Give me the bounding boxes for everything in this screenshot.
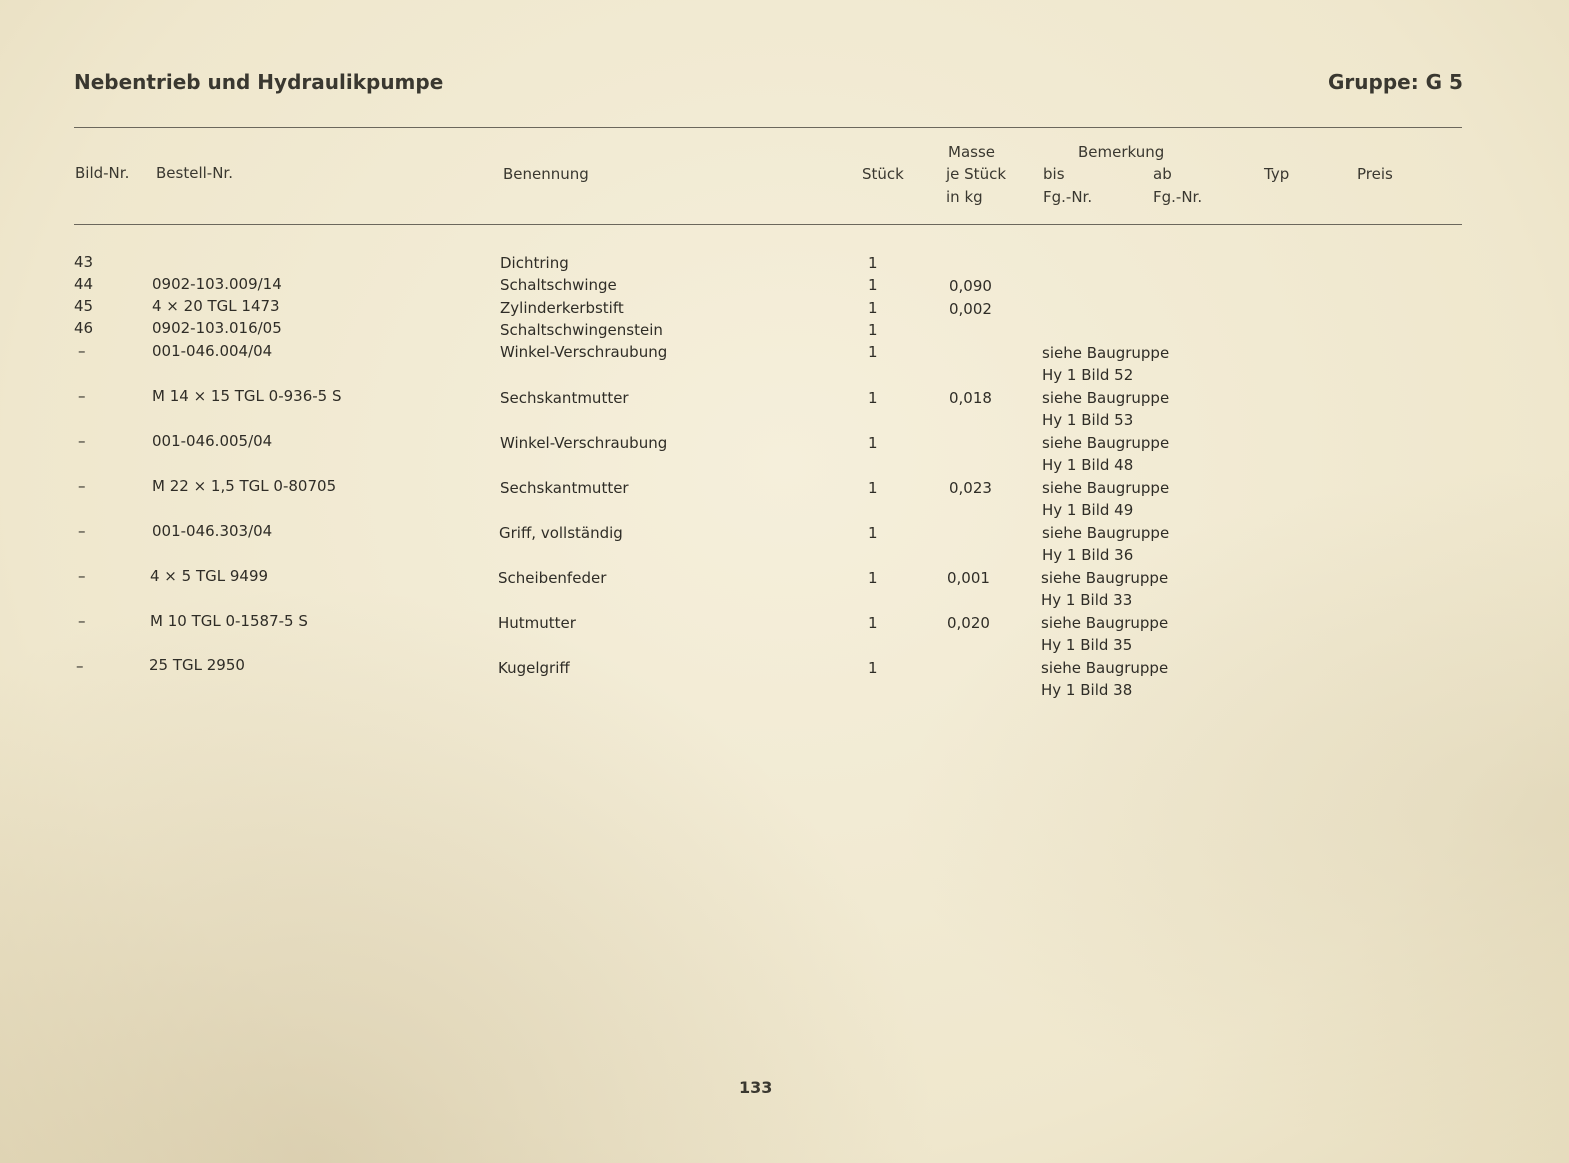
row-stueck: 1 bbox=[868, 321, 878, 339]
row-bemerkung-1: siehe Baugruppe bbox=[1042, 524, 1170, 542]
row-masse: 0,002 bbox=[949, 300, 992, 318]
row-bemerkung-1: siehe Baugruppe bbox=[1041, 614, 1169, 632]
row-bemerkung-1: siehe Baugruppe bbox=[1041, 659, 1169, 677]
row-benennung: Schaltschwingenstein bbox=[500, 321, 663, 339]
row-benennung: Schaltschwinge bbox=[500, 276, 617, 294]
row-bild-nr: 44 bbox=[74, 275, 94, 293]
row-bestell-nr: 001-046.005/04 bbox=[152, 432, 273, 450]
row-bemerkung-2: Hy 1 Bild 53 bbox=[1042, 411, 1134, 429]
row-stueck: 1 bbox=[868, 614, 878, 632]
row-masse: 0,020 bbox=[947, 614, 990, 632]
row-bemerkung-1: siehe Baugruppe bbox=[1042, 344, 1170, 362]
row-benennung: Zylinderkerbstift bbox=[500, 299, 624, 317]
row-benennung: Hutmutter bbox=[498, 614, 576, 632]
row-bestell-nr: 4 × 5 TGL 9499 bbox=[150, 567, 269, 585]
row-bemerkung-2: Hy 1 Bild 36 bbox=[1042, 546, 1134, 564]
row-masse: 0,023 bbox=[949, 479, 992, 497]
row-bild-nr: – bbox=[78, 477, 86, 495]
col-typ: Typ bbox=[1264, 165, 1290, 183]
col-bemerkung: Bemerkung bbox=[1078, 143, 1165, 161]
row-bemerkung-2: Hy 1 Bild 49 bbox=[1042, 501, 1134, 519]
col-masse-line3: in kg bbox=[946, 188, 983, 206]
row-bemerkung-1: siehe Baugruppe bbox=[1041, 569, 1169, 587]
row-bild-nr: – bbox=[78, 432, 86, 450]
row-bemerkung-2: Hy 1 Bild 38 bbox=[1041, 681, 1133, 699]
row-bild-nr: 43 bbox=[74, 253, 94, 271]
col-bis-fg-nr: Fg.-Nr. bbox=[1043, 188, 1093, 206]
row-bild-nr: – bbox=[78, 612, 86, 630]
row-bild-nr: – bbox=[78, 522, 86, 540]
col-benennung: Benennung bbox=[503, 165, 589, 183]
row-bestell-nr: 0902-103.016/05 bbox=[152, 319, 282, 337]
row-stueck: 1 bbox=[868, 479, 878, 497]
section-title: Nebentrieb und Hydraulikpumpe bbox=[74, 70, 444, 94]
row-bestell-nr: M 10 TGL 0-1587-5 S bbox=[150, 612, 308, 630]
row-benennung: Sechskantmutter bbox=[500, 389, 629, 407]
row-benennung: Dichtring bbox=[500, 254, 569, 272]
row-bild-nr: – bbox=[78, 387, 86, 405]
row-bild-nr: 46 bbox=[74, 319, 94, 337]
row-benennung: Sechskantmutter bbox=[500, 479, 629, 497]
row-bild-nr: – bbox=[78, 342, 86, 360]
row-bemerkung-2: Hy 1 Bild 33 bbox=[1041, 591, 1133, 609]
col-bis: bis bbox=[1043, 165, 1065, 183]
row-bild-nr: – bbox=[76, 657, 84, 675]
row-masse: 0,001 bbox=[947, 569, 990, 587]
row-stueck: 1 bbox=[868, 343, 878, 361]
col-ab-fg-nr: Fg.-Nr. bbox=[1153, 188, 1203, 206]
row-bild-nr: 45 bbox=[74, 297, 94, 315]
row-stueck: 1 bbox=[868, 659, 878, 677]
row-stueck: 1 bbox=[868, 569, 878, 587]
row-bestell-nr: M 14 × 15 TGL 0-936-5 S bbox=[152, 387, 342, 405]
row-benennung: Winkel-Verschraubung bbox=[500, 434, 668, 452]
row-benennung: Griff, vollständig bbox=[499, 524, 623, 542]
col-stueck: Stück bbox=[862, 165, 904, 183]
col-masse-line1: Masse bbox=[948, 143, 995, 161]
row-bemerkung-2: Hy 1 Bild 52 bbox=[1042, 366, 1134, 384]
row-bestell-nr: M 22 × 1,5 TGL 0-80705 bbox=[152, 477, 337, 495]
col-bild-nr: Bild-Nr. bbox=[75, 164, 130, 182]
row-stueck: 1 bbox=[868, 389, 878, 407]
col-masse-line2: je Stück bbox=[946, 165, 1007, 183]
row-bestell-nr: 4 × 20 TGL 1473 bbox=[152, 297, 280, 315]
col-bestell-nr: Bestell-Nr. bbox=[156, 164, 233, 182]
row-bestell-nr: 001-046.004/04 bbox=[152, 342, 273, 360]
row-stueck: 1 bbox=[868, 299, 878, 317]
row-bestell-nr: 25 TGL 2950 bbox=[149, 656, 245, 674]
col-preis: Preis bbox=[1357, 165, 1393, 183]
header-bottom-divider bbox=[74, 224, 1462, 225]
row-bestell-nr: 0902-103.009/14 bbox=[152, 275, 282, 293]
header-top-divider bbox=[74, 127, 1462, 128]
row-masse: 0,090 bbox=[949, 277, 992, 295]
group-label: Gruppe: G 5 bbox=[1328, 70, 1463, 94]
row-benennung: Scheibenfeder bbox=[498, 569, 607, 587]
page-number: 133 bbox=[739, 1078, 773, 1097]
row-stueck: 1 bbox=[868, 434, 878, 452]
row-benennung: Kugelgriff bbox=[498, 659, 570, 677]
row-bemerkung-1: siehe Baugruppe bbox=[1042, 434, 1170, 452]
row-bemerkung-1: siehe Baugruppe bbox=[1042, 479, 1170, 497]
row-stueck: 1 bbox=[868, 254, 878, 272]
row-bemerkung-1: siehe Baugruppe bbox=[1042, 389, 1170, 407]
row-bild-nr: – bbox=[78, 567, 86, 585]
row-bestell-nr: 001-046.303/04 bbox=[152, 522, 273, 540]
row-bemerkung-2: Hy 1 Bild 48 bbox=[1042, 456, 1134, 474]
row-stueck: 1 bbox=[868, 524, 878, 542]
row-stueck: 1 bbox=[868, 276, 878, 294]
row-bemerkung-2: Hy 1 Bild 35 bbox=[1041, 636, 1133, 654]
row-benennung: Winkel-Verschraubung bbox=[500, 343, 668, 361]
row-masse: 0,018 bbox=[949, 389, 992, 407]
col-ab: ab bbox=[1153, 165, 1172, 183]
